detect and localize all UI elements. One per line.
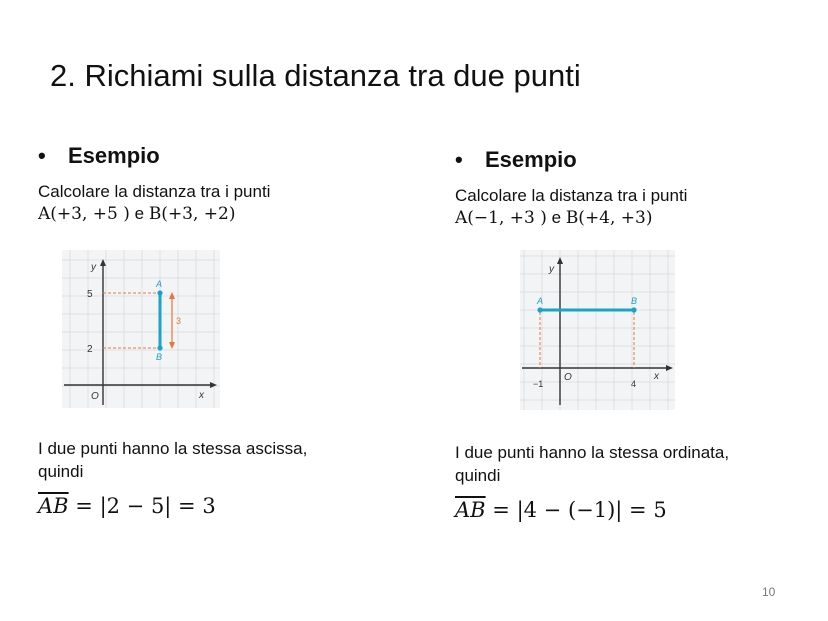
point-b-label: B: [156, 352, 163, 362]
point-b: [631, 307, 636, 312]
left-intro: Calcolare la distanza tra i punti: [38, 182, 271, 201]
tick-label-minus1: −1: [533, 379, 544, 389]
right-graph: [520, 250, 675, 410]
left-note-line1: I due punti hanno la stessa ascissa,: [38, 439, 308, 458]
right-note-line1: I due punti hanno la stessa ordinata,: [455, 443, 730, 462]
left-heading: • Esempio: [38, 143, 160, 168]
left-point-a: A(+3, +5 ): [38, 204, 130, 224]
point-b-label: B: [631, 296, 638, 306]
tick-label-2: 2: [87, 344, 93, 355]
bullet-dot: •: [38, 143, 46, 168]
right-point-b: B(+4, +3): [565, 208, 653, 228]
point-a: [157, 290, 162, 295]
slide-title: 2. Richiami sulla distanza tra due punti: [50, 58, 581, 93]
left-point-b: B(+3, +2): [148, 204, 236, 224]
right-heading: • Esempio: [455, 147, 577, 172]
right-formula-result: = |4 − (−1)| = 5: [492, 498, 667, 522]
right-intro: Calcolare la distanza tra i punti: [455, 186, 688, 205]
right-note: [455, 441, 729, 487]
y-axis-label: y: [91, 262, 96, 273]
x-axis-label: x: [654, 371, 659, 382]
x-axis-label: x: [199, 390, 204, 401]
right-note-line2: quindi: [455, 466, 501, 485]
right-example: [455, 147, 815, 229]
point-a: [537, 307, 542, 312]
left-example: [38, 143, 398, 225]
right-formula: [455, 498, 667, 522]
tick-label-5: 5: [87, 289, 93, 300]
left-conj: e: [134, 204, 145, 223]
right-formula-segment: $\overline{AB}$: [455, 498, 486, 522]
point-a-label: A: [537, 296, 544, 306]
origin-label: O: [91, 391, 99, 402]
left-graph: [62, 250, 220, 408]
left-formula: [38, 494, 216, 518]
right-conj: e: [551, 208, 562, 227]
left-note: [38, 437, 307, 483]
right-points: [455, 207, 815, 229]
left-note-line2: quindi: [38, 462, 84, 481]
distance-label: 3: [176, 316, 182, 326]
left-formula-segment: $\overline{AB}$: [38, 494, 69, 518]
page-number: 10: [762, 585, 776, 599]
point-a-label: A: [156, 279, 163, 289]
left-points: [38, 203, 398, 225]
right-point-a: A(−1, +3 ): [455, 208, 547, 228]
origin-label: O: [564, 372, 572, 383]
point-b: [157, 345, 162, 350]
tick-label-4: 4: [631, 379, 637, 389]
left-formula-result: = |2 − 5| = 3: [75, 494, 216, 518]
bullet-dot: •: [455, 147, 463, 172]
y-axis-label: y: [549, 264, 554, 275]
